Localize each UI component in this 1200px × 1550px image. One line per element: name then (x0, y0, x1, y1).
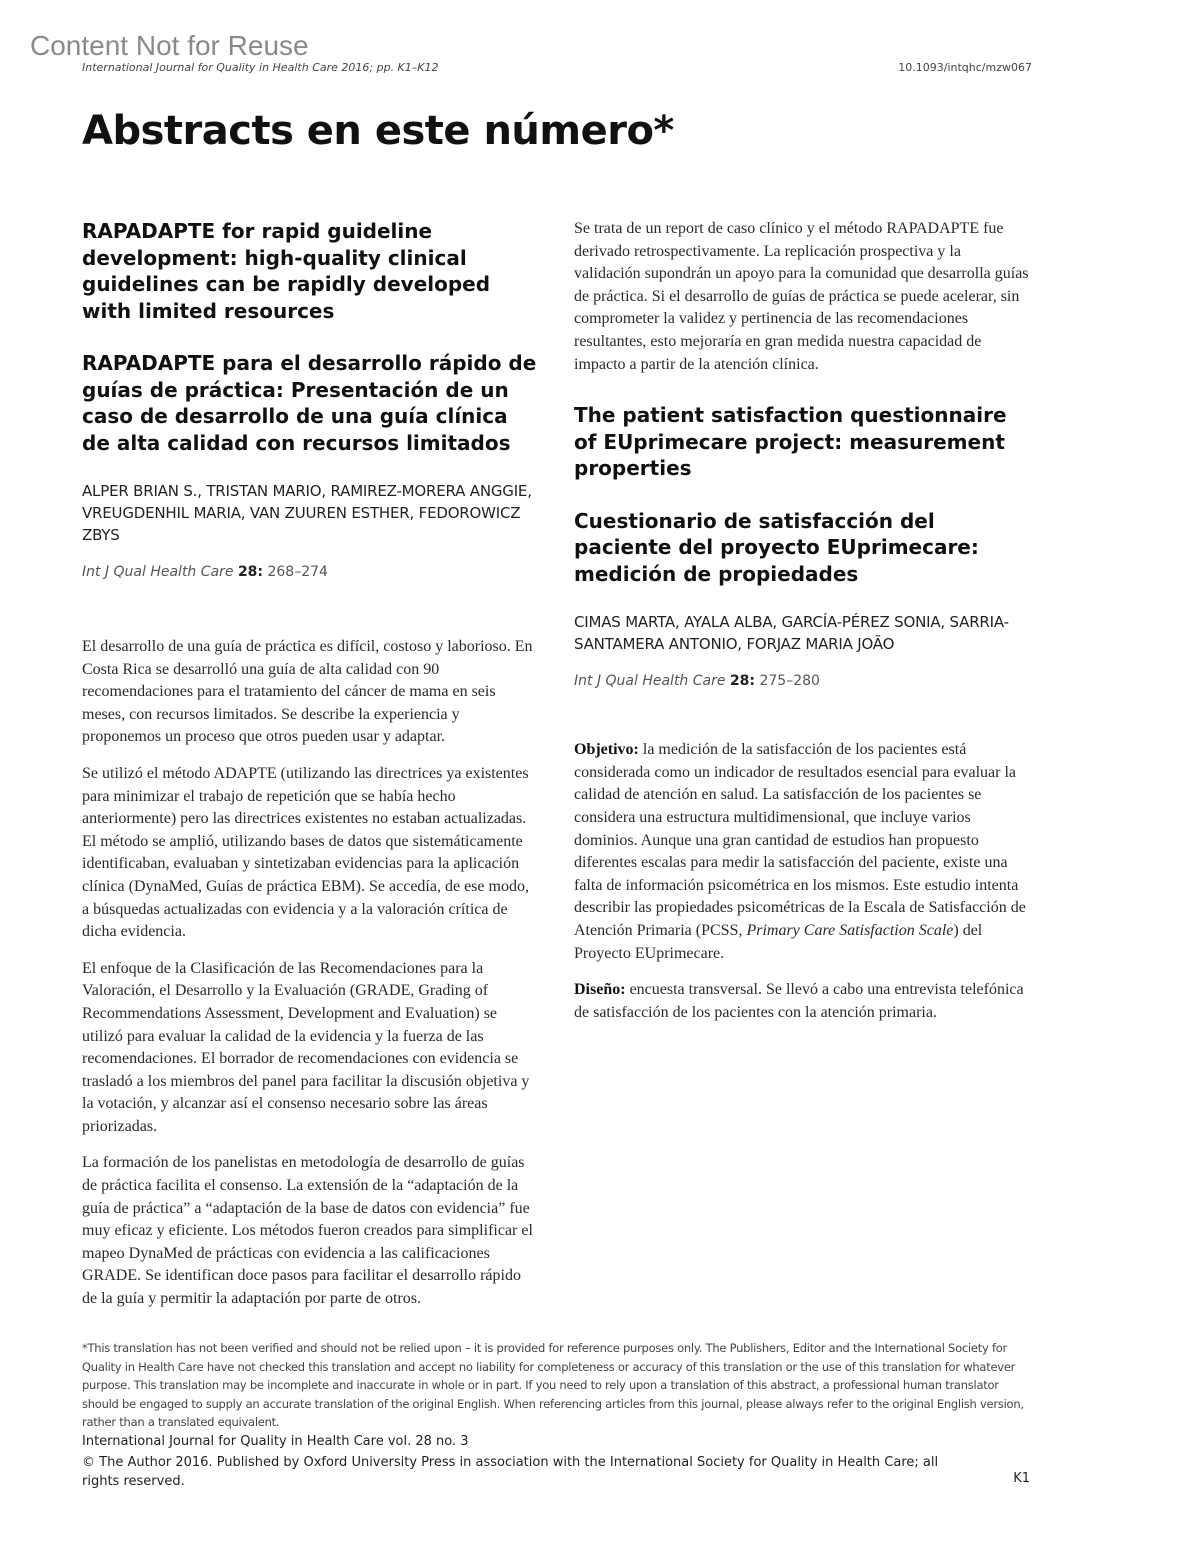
article2-objetivo (574, 739, 1029, 965)
article1-title-en: RAPADAPTE for rapid guideline development: high-quality clinical guidelines can be rapidly developed with limited resources (82, 219, 491, 323)
article2-authors: CIMAS MARTA, AYALA ALBA, GARCÍA-PÉREZ SONIA, SARRIA-SANTAMERA ANTONIO, FORJAZ MARIA JOÃO (574, 613, 1009, 654)
citation-volume: 28: (237, 564, 264, 580)
article2-title-en: The patient satisfaction questionnaire of EUprimecare project: measurement properties (574, 403, 1007, 481)
running-header-journal: International Journal for Quality in Health Care 2016; pp. K1–K12 (82, 61, 439, 74)
page-title: Abstracts en este número* (82, 108, 674, 154)
left-column (82, 218, 537, 1325)
objetivo-text-end: ) del Proyecto EUprimecare. (574, 921, 983, 962)
citation-pages: 275–280 (759, 673, 820, 690)
article1-paragraph-5: Se trata de un report de caso clínico y el método RAPADAPTE fue derivado retrospectivamente. La replicación prospectiva y la validación supondrán un apoyo para la comunidad que desarrolla guías de práctica. Si el desarrollo de guías de práctica se puede acelerar, sin comprometer la validez y pertinencia de las recomendaciones resultantes, esto mejoraría en gran medida nuestra capacidad de impacto a partir de la atención clínica. (574, 220, 1029, 373)
diseno-text: encuesta transversal. Se llevó a cabo una entrevista telefónica de satisfacción de los pacientes con la atención primaria. (574, 981, 1024, 1021)
article1-citation (82, 564, 537, 580)
journal-volume-line: International Journal for Quality in Health Care vol. 28 no. 3 (82, 1434, 469, 1449)
translation-footnote: *This translation has not been verified and should not be relied upon – it is provided for reference purposes only. The Publishers, Editor and the International Society for Quality in Health Care have not checked this translation and accept no liability for completeness or accuracy of this translation or the use of this translation for whatever purpose. This translation may be incomplete and inaccurate in whole or in part. If you need to rely upon a translation of this abstract, a professional human translator should be engaged to supply an accurate translation of the original English. When referencing articles from this journal, please always refer to the original English version, rather than a translated equivalent. (82, 1341, 1024, 1430)
running-header-doi: 10.1093/intqhc/mzw067 (898, 61, 1032, 74)
article1-paragraph-1: El desarrollo de una guía de práctica es difícil, costoso y laborioso. En Costa Rica se desarrolló una guía de alta calidad con 90 recomendaciones para el tratamiento del cáncer de mama en seis meses, con recursos limitados. Se describe la experiencia y proponemos un proceso que otros pueden usar y adaptar. (82, 638, 533, 746)
article1-title-es: RAPADAPTE para el desarrollo rápido de guías de práctica: Presentación de un caso de desarrollo de una guía clínica de alta calidad con recursos limitados (82, 351, 537, 455)
objetivo-label: Objetivo: (574, 741, 639, 759)
article1-paragraph-4: La formación de los panelistas en metodología de desarrollo de guías de práctica facilita el consenso. La extensión de la “adaptación de la guía de práctica” a “adaptación de la base de datos con evidencia” fue muy eficaz y eficiente. Los métodos fueron creados para simplificar el mapeo DynaMed de prácticas con evidencia a las calificaciones GRADE. Se identifican doce pasos para facilitar el desarrollo rápido de la guía y permitir la adaptación por parte de otros. (82, 1154, 533, 1308)
right-column (574, 218, 1029, 1038)
article1-authors: ALPER BRIAN S., TRISTAN MARIO, RAMIREZ-MORERA ANGGIE, VREUGDENHIL MARIA, VAN ZUUREN ESTHER, FEDOROWICZ ZBYS (82, 482, 532, 544)
citation-volume: 28: (729, 673, 756, 690)
page-number: K1 (1013, 1471, 1030, 1486)
copyright-notice: © The Author 2016. Published by Oxford University Press in association with the International Society for Quality in Health Care; all rights reserved. (82, 1455, 939, 1489)
objetivo-text: la medición de la satisfacción de los pacientes está considerada como un indicador de resultados esencial para evaluar la calidad de atención en salud. La satisfacción de los pacientes se considera una estructura multidimensional, que incluye varios dominios. Aunque una gran cantidad de estudios han propuesto diferentes escalas para medir la satisfacción del paciente, existe una falta de información psicométrica en los mismos. Este estudio intenta describir las propiedades psicométricas de la Escala de Satisfacción de Atención Primaria (PCSS, (574, 741, 1026, 939)
article2-citation (574, 673, 1029, 689)
citation-journal: Int J Qual Health Care (574, 673, 726, 690)
article2-title-es: Cuestionario de satisfacción del paciente del proyecto EUprimecare: medición de propiedades (574, 508, 979, 586)
diseno-label: Diseño: (574, 981, 626, 999)
citation-pages: 268–274 (267, 564, 328, 580)
article1-paragraph-2: Se utilizó el método ADAPTE (utilizando las directrices ya existentes para minimizar el trabajo de repetición que se había hecho anteriormente) pero las directrices existentes no estaban actualizadas. El método se amplió, utilizando bases de datos que sistemáticamente identificaban, evaluaban y sintetizaban evidencias para la aplicación clínica (DynaMed, Guías de práctica EBM). Se accedía, de ese modo, a búsquedas actualizadas con evidencia y a la valoración crítica de dicha evidencia. (82, 764, 529, 941)
article1-paragraph-3: El enfoque de la Clasificación de las Recomendaciones para la Valoración, el Desarrollo y la Evaluación (GRADE, Grading of Recommendations Assessment, Development and Evaluation) se utilizó para evaluar la calidad de la evidencia y la fuerza de las recomendaciones. El borrador de recomendaciones con evidencia se trasladó a los miembros del panel para facilitar la discusión objetiva y la votación, y alcanzar así el consenso necesario sobre las áreas priorizadas. (82, 959, 530, 1135)
article2-diseno (574, 979, 1029, 1024)
objetivo-italic: Primary Care Satisfaction Scale (746, 921, 954, 939)
watermark: Content Not for Reuse (30, 30, 309, 61)
citation-journal: Int J Qual Health Care (82, 564, 234, 580)
